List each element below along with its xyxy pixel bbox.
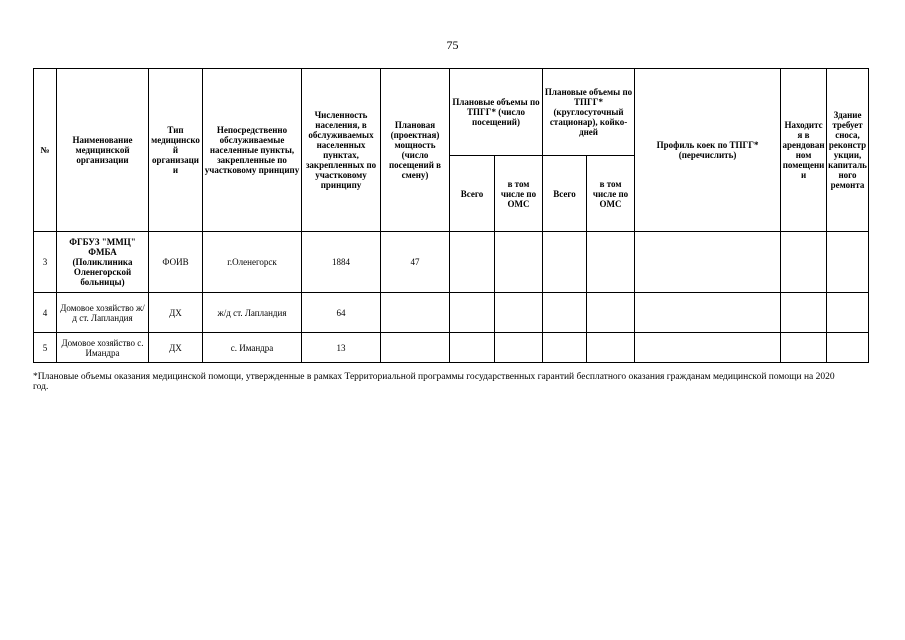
header-visits-oms: в том числе по ОМС (495, 156, 543, 232)
table-row (34, 333, 869, 363)
header-settlements: Непосредственно обслуживаемые населенные пункты, закрепленные по участковому принципу (203, 69, 302, 232)
header-profile: Профиль коек по ТПГГ* (перечислить) (635, 69, 781, 232)
cell-population: 1884 (302, 232, 381, 293)
header-visits: Плановые объемы по ТПГГ* (число посещений) (450, 69, 543, 156)
footnote: *Плановые объемы оказания медицинской помощи, утвержденные в рамках Территориальной программы государственных гарантий бесплатного оказания гражданам медицинской помощи на 2020 год. (33, 372, 835, 392)
cell-population: 64 (302, 293, 381, 333)
cell-type: ДХ (149, 333, 203, 363)
cell-settlements: с. Имандра (203, 333, 302, 363)
cell-type: ДХ (149, 293, 203, 333)
cell-empty (450, 232, 495, 293)
cell-name: Домовое хозяйство ж/д ст. Лапландия (57, 293, 149, 333)
header-inpatient: Плановые объемы по ТПГГ* (круглосуточный стационар), койко-дней (543, 69, 635, 156)
cell-empty (450, 293, 495, 333)
header-num: № (34, 69, 57, 232)
cell-empty (781, 232, 827, 293)
table-row (34, 293, 869, 333)
cell-empty (543, 333, 587, 363)
cell-empty (543, 232, 587, 293)
cell-empty (587, 333, 635, 363)
header-inpatient-oms: в том числе по ОМС (587, 156, 635, 232)
cell-population: 13 (302, 333, 381, 363)
cell-empty (781, 293, 827, 333)
header-inpatient-total: Всего (543, 156, 587, 232)
cell-empty (827, 333, 869, 363)
cell-empty (495, 293, 543, 333)
header-rented: Находится в арендованном помещении (781, 69, 827, 232)
cell-num: 5 (34, 333, 57, 363)
header-capacity: Плановая (проектная) мощность (число посещений в смену) (381, 69, 450, 232)
cell-empty (495, 333, 543, 363)
header-type: Тип медицинской организации (149, 69, 203, 232)
cell-empty (495, 232, 543, 293)
cell-empty (635, 232, 781, 293)
table-row (34, 232, 869, 293)
cell-num: 3 (34, 232, 57, 293)
header-population: Численность населения, в обслуживаемых населенных пунктах, закрепленных по участковому принципу (302, 69, 381, 232)
cell-type: ФОИВ (149, 232, 203, 293)
cell-capacity (381, 333, 450, 363)
cell-name: ФГБУЗ "ММЦ" ФМБА (Поликлиника Оленегорской больницы) (57, 232, 149, 293)
cell-name: Домовое хозяйство с. Имандра (57, 333, 149, 363)
cell-empty (635, 293, 781, 333)
cell-settlements: г.Оленегорск (203, 232, 302, 293)
cell-empty (635, 333, 781, 363)
cell-empty (587, 293, 635, 333)
header-visits-total: Всего (450, 156, 495, 232)
cell-empty (781, 333, 827, 363)
cell-num: 4 (34, 293, 57, 333)
cell-capacity: 47 (381, 232, 450, 293)
cell-settlements: ж/д ст. Лапландия (203, 293, 302, 333)
header-row-1 (34, 69, 869, 156)
cell-capacity (381, 293, 450, 333)
cell-empty (450, 333, 495, 363)
page-number: 75 (446, 38, 459, 52)
medical-organizations-table (33, 68, 869, 363)
cell-empty (587, 232, 635, 293)
cell-empty (827, 293, 869, 333)
header-name: Наименование медицинской организации (57, 69, 149, 232)
cell-empty (543, 293, 587, 333)
header-demolition: Здание требует сноса, реконструкции, капитального ремонта (827, 69, 869, 232)
cell-empty (827, 232, 869, 293)
